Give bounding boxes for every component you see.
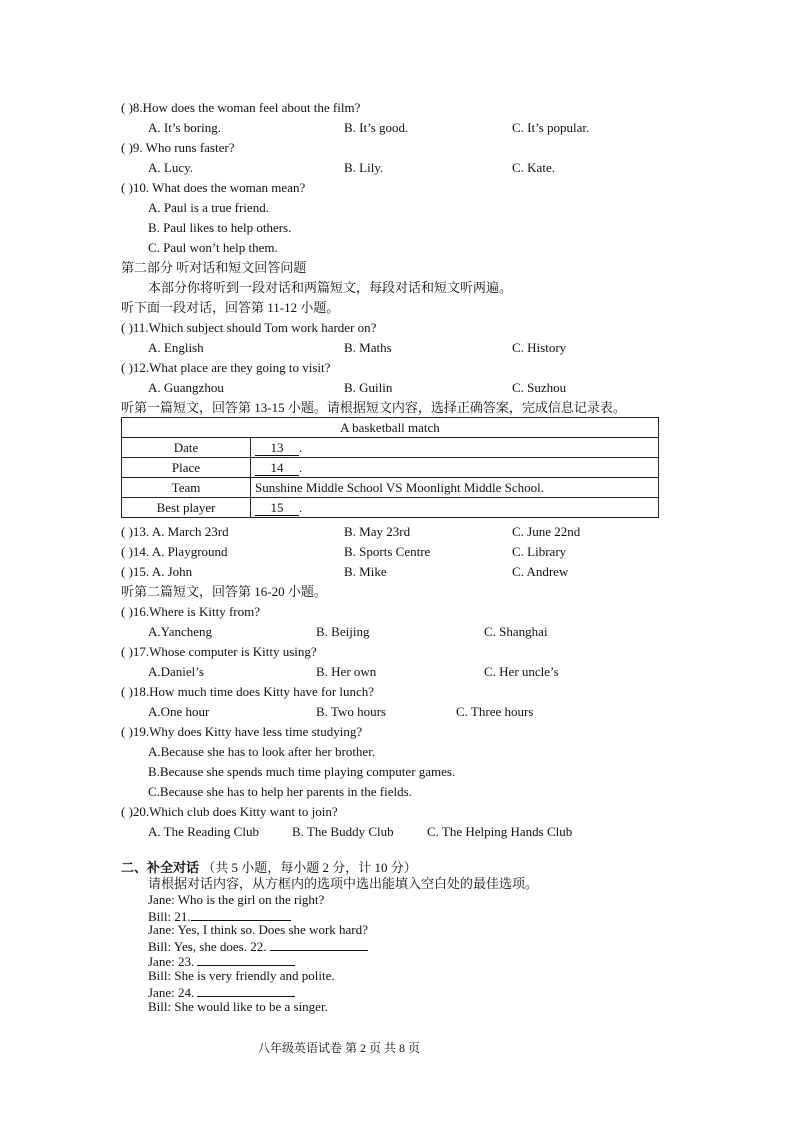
q9-option-a: A. Lucy. [148, 160, 194, 175]
blank-24[interactable] [197, 983, 295, 997]
q10-option-b: B. Paul likes to help others. [148, 220, 292, 235]
q20-option-c: C. The Helping Hands Club [427, 824, 573, 839]
table-row [122, 458, 659, 478]
section2-heading [121, 860, 417, 876]
page-footer: 八年级英语试卷 第 2 页 共 8 页 [258, 1041, 421, 1055]
q20-option-b: B. The Buddy Club [292, 824, 394, 839]
table-row-value [251, 438, 659, 458]
dialogue-text: Bill: Yes, she does. 22. [148, 939, 267, 954]
question-11-stem: ( )11.Which subject should Tom work harder on? [121, 320, 377, 335]
answer-blank[interactable]: 15 [255, 501, 299, 516]
dialogue-text: Jane: 23. [148, 954, 195, 969]
q19-option-c: C.Because she has to help her parents in the fields. [148, 784, 412, 799]
question-16-stem: ( )16.Where is Kitty from? [121, 604, 260, 619]
question-12-stem: ( )12.What place are they going to visit? [121, 360, 331, 375]
passage1-intro: 听第一篇短文，回答第 13-15 小题。请根据短文内容，选择正确答案，完成信息记录表。 [121, 400, 626, 415]
dialog-intro: 听下面一段对话，回答第 11-12 小题。 [121, 300, 340, 315]
q11-option-c: C. History [512, 340, 567, 355]
part2-title: 第二部分 听对话和短文回答问题 [121, 260, 307, 275]
question-10-stem: ( )10. What does the woman mean? [121, 180, 306, 195]
table-row-label: Date [122, 438, 251, 458]
passage2-intro: 听第二篇短文，回答第 16-20 小题。 [121, 584, 327, 599]
q18-option-a: A.One hour [148, 704, 210, 719]
q20-option-a: A. The Reading Club [148, 824, 259, 839]
table-row [122, 438, 659, 458]
q9-option-c: C. Kate. [512, 160, 555, 175]
table-row-label: Team [122, 478, 251, 498]
q12-option-c: C. Suzhou [512, 380, 567, 395]
q11-option-b: B. Maths [344, 340, 392, 355]
q16-option-c: C. Shanghai [484, 624, 548, 639]
dialogue-line: Jane: Yes, I think so. Does she work hard? [148, 922, 368, 937]
q8-option-b: B. It’s good. [344, 120, 409, 135]
q17-option-b: B. Her own [316, 664, 377, 679]
dialogue-line: Bill: She is very friendly and polite. [148, 968, 335, 983]
q17-option-c: C. Her uncle’s [484, 664, 559, 679]
q9-option-b: B. Lily. [344, 160, 384, 175]
question-9-stem: ( )9. Who runs faster? [121, 140, 235, 155]
question-15-stem: ( )15. A. John [121, 564, 193, 579]
table-row [122, 498, 659, 518]
q12-option-b: B. Guilin [344, 380, 393, 395]
question-18-stem: ( )18.How much time does Kitty have for lunch? [121, 684, 375, 699]
section2-title: 二、补全对话 [121, 860, 200, 875]
blank-21[interactable] [191, 907, 291, 921]
q18-option-c: C. Three hours [456, 704, 534, 719]
q14-option-b: B. Sports Centre [344, 544, 431, 559]
q8-option-c: C. It’s popular. [512, 120, 590, 135]
question-14-stem: ( )14. A. Playground [121, 544, 228, 559]
q15-option-c: C. Andrew [512, 564, 569, 579]
question-17-stem: ( )17.Whose computer is Kitty using? [121, 644, 317, 659]
table-row-suffix: . [299, 500, 303, 515]
table-row-label: Best player [122, 498, 251, 518]
dialogue-line: Jane: Who is the girl on the right? [148, 892, 325, 907]
q13-option-c: C. June 22nd [512, 524, 581, 539]
q14-option-c: C. Library [512, 544, 567, 559]
blank-22[interactable] [270, 937, 368, 951]
table-row [122, 478, 659, 498]
q11-option-a: A. English [148, 340, 204, 355]
table-row-label: Place [122, 458, 251, 478]
table-row-suffix: . [299, 460, 303, 475]
q19-option-b: B.Because she spends much time playing computer games. [148, 764, 456, 779]
question-13-stem: ( )13. A. March 23rd [121, 524, 229, 539]
table-row-suffix: . [299, 440, 303, 455]
answer-blank[interactable]: 13 [255, 441, 299, 456]
q15-option-b: B. Mike [344, 564, 387, 579]
part2-description: 本部分你将听到一段对话和两篇短文，每段对话和短文听两遍。 [148, 280, 513, 295]
question-20-stem: ( )20.Which club does Kitty want to join? [121, 804, 338, 819]
q18-option-b: B. Two hours [316, 704, 386, 719]
dialogue-text: Bill: 21. [148, 909, 191, 924]
table-row-value [251, 498, 659, 518]
dialogue-line: Bill: She would like to be a singer. [148, 999, 328, 1014]
q16-option-a: A.Yancheng [148, 624, 213, 639]
table-title: A basketball match [122, 418, 659, 438]
section2-instruction: 请根据对话内容，从方框内的选项中选出能填入空白处的最佳选项。 [148, 876, 539, 891]
q17-option-a: A.Daniel’s [148, 664, 204, 679]
blank-23[interactable] [197, 952, 295, 966]
table-row-value: Sunshine Middle School VS Moonlight Middle School. [251, 478, 659, 498]
section2-score: （共 5 小题，每小题 2 分，计 10 分） [202, 860, 417, 875]
q19-option-a: A.Because she has to look after her brother. [148, 744, 376, 759]
q12-option-a: A. Guangzhou [148, 380, 224, 395]
q16-option-b: B. Beijing [316, 624, 370, 639]
question-8-stem: ( )8.How does the woman feel about the film? [121, 100, 361, 115]
q10-option-a: A. Paul is a true friend. [148, 200, 269, 215]
dialogue-text: Jane: 24. [148, 985, 195, 1000]
question-19-stem: ( )19.Why does Kitty have less time studying? [121, 724, 363, 739]
q13-option-b: B. May 23rd [344, 524, 411, 539]
info-record-table [121, 417, 659, 518]
q10-option-c: C. Paul won’t help them. [148, 240, 278, 255]
answer-blank[interactable]: 14 [255, 461, 299, 476]
table-row-value [251, 458, 659, 478]
q8-option-a: A. It’s boring. [148, 120, 221, 135]
